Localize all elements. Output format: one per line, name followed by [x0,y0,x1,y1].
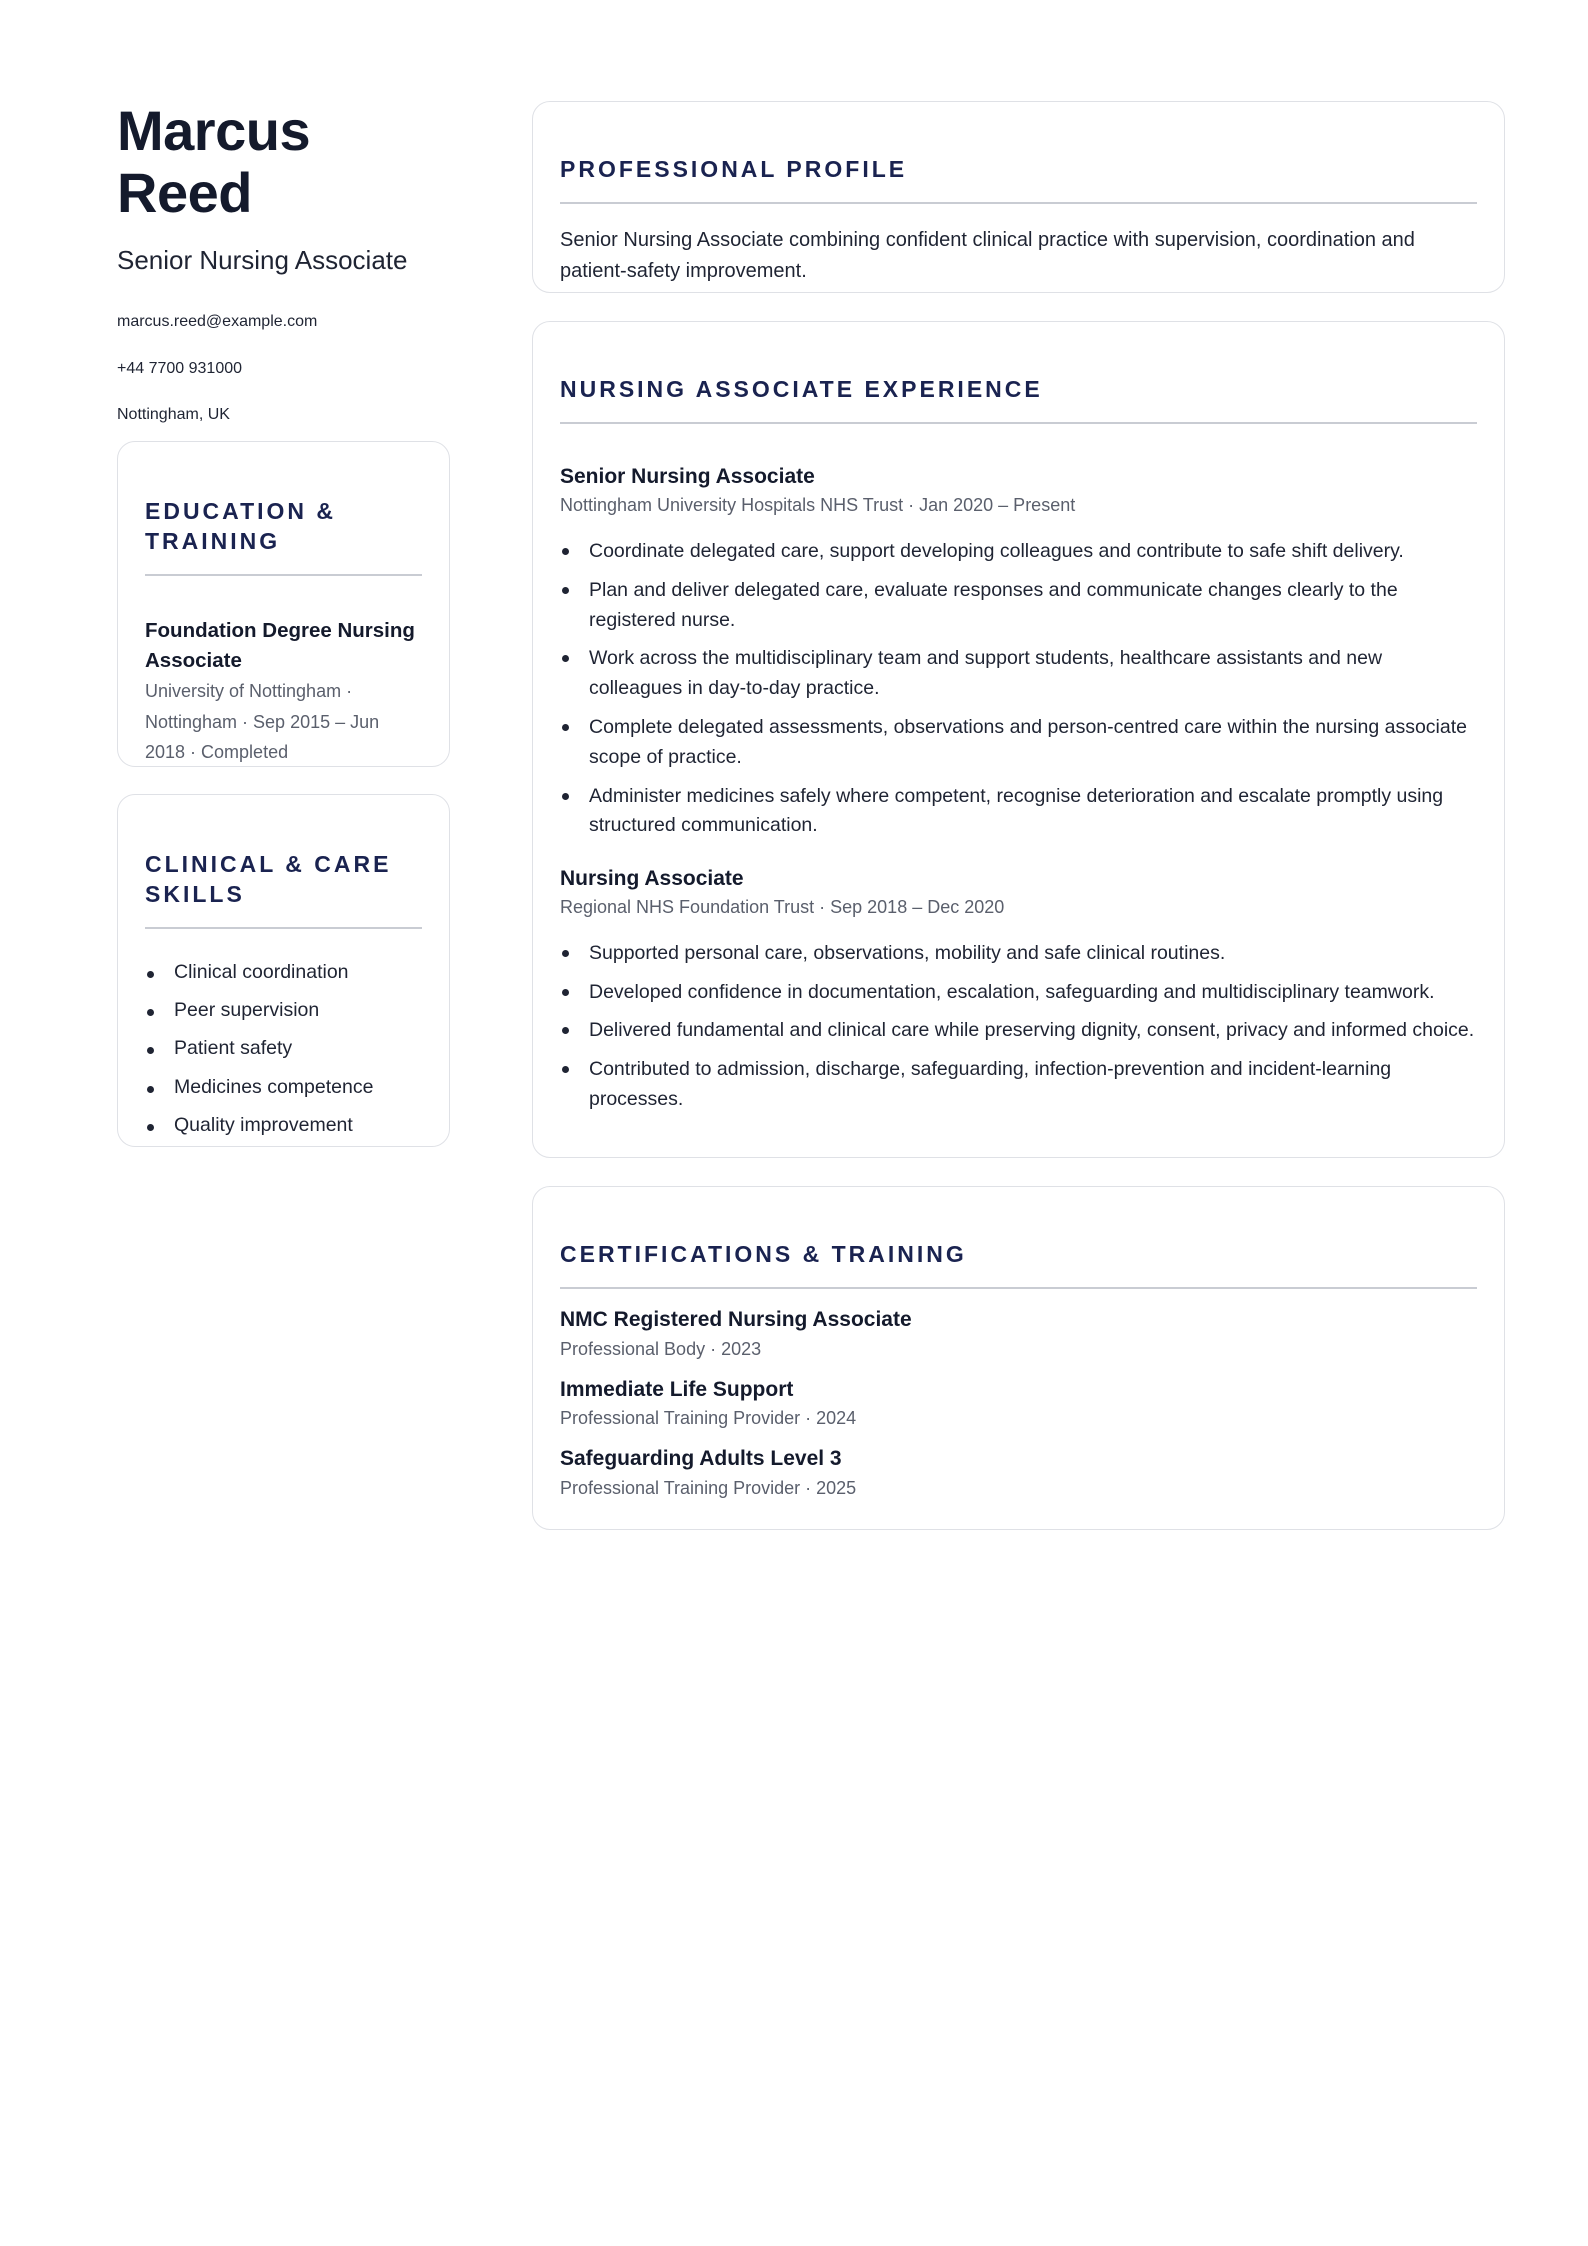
job-bullet: Work across the multidisciplinary team and support students, healthcare assistants and new colleagues in day-to-day practice. [560,644,1477,704]
certification-title: NMC Registered Nursing Associate [560,1308,912,1332]
certification-title: Safeguarding Adults Level 3 [560,1447,842,1471]
experience-card [532,321,1505,1158]
job-bullets [560,939,1477,1115]
skills-card [117,794,450,1147]
education-section-title: EDUCATION & TRAINING [145,498,337,555]
profile-summary: Senior Nursing Associate combining confident clinical practice with supervision, coordination and patient-safety improvement. [560,229,1415,282]
experience-section-title: NURSING ASSOCIATE EXPERIENCE [560,376,1043,402]
job-bullet: Developed confidence in documentation, escalation, safeguarding and multidisciplinary teamwork. [560,978,1477,1008]
job-bullets [560,537,1477,841]
section-divider [560,422,1477,424]
contact-location: Nottingham, UK [117,405,230,423]
job-meta: Nottingham University Hospitals NHS Trust · Jan 2020 – Present [560,494,1076,515]
certification-entry [560,1376,1477,1432]
education-card [117,441,450,767]
job-bullet: Contributed to admission, discharge, safeguarding, infection-prevention and incident-learning processes. [560,1055,1477,1115]
skills-section-title: CLINICAL & CARE SKILLS [145,851,392,908]
certification-entry [560,1306,1477,1362]
sidebar-header [117,100,450,424]
certifications-section-title: CERTIFICATIONS & TRAINING [560,1241,967,1267]
job-title: Senior Nursing Associate [560,465,815,489]
job-title: Nursing Associate [560,867,744,891]
job-bullet: Coordinate delegated care, support developing colleagues and contribute to safe shift delivery. [560,537,1477,567]
skill-item: Patient safety [145,1036,422,1061]
skill-item: Medicines competence [145,1075,422,1100]
education-meta: University of Nottingham · Nottingham · Sep 2015 – Jun 2018 · Completed [145,680,380,763]
profile-section-title: PROFESSIONAL PROFILE [560,156,908,182]
section-divider [145,927,422,929]
certification-entry [560,1445,1477,1501]
contact-phone: +44 7700 931000 [117,359,243,377]
job-bullet: Plan and deliver delegated care, evaluate responses and communicate changes clearly to the registered nurse. [560,576,1477,636]
job-bullet: Complete delegated assessments, observations and person-centred care within the nursing associate scope of practice. [560,713,1477,773]
section-divider [560,202,1477,204]
job-bullet: Administer medicines safely where competent, recognise deterioration and escalate promptly using structured communication. [560,782,1477,842]
certification-title: Immediate Life Support [560,1377,794,1401]
section-divider [145,574,422,576]
certification-meta: Professional Training Provider · 2025 [560,1477,857,1498]
skill-item: Clinical coordination [145,960,422,985]
contact-email: marcus.reed@example.com [117,313,318,331]
profile-card [532,101,1505,293]
certification-meta: Professional Training Provider · 2024 [560,1408,857,1429]
job-entry [560,865,1477,1115]
certifications-card [532,1186,1505,1530]
certification-meta: Professional Body · 2023 [560,1338,762,1359]
section-divider [560,1287,1477,1289]
job-meta: Regional NHS Foundation Trust · Sep 2018 – Dec 2020 [560,896,1005,917]
education-degree: Foundation Degree Nursing Associate [145,618,415,672]
job-bullet: Supported personal care, observations, mobility and safe clinical routines. [560,939,1477,969]
candidate-role: Senior Nursing Associate [117,245,408,276]
job-bullet: Delivered fundamental and clinical care while preserving dignity, consent, privacy and informed choice. [560,1016,1477,1046]
job-entry [560,463,1477,841]
candidate-name: Marcus Reed [117,99,311,224]
skills-list [145,960,422,1139]
skill-item: Quality improvement [145,1113,422,1138]
skill-item: Peer supervision [145,998,422,1023]
